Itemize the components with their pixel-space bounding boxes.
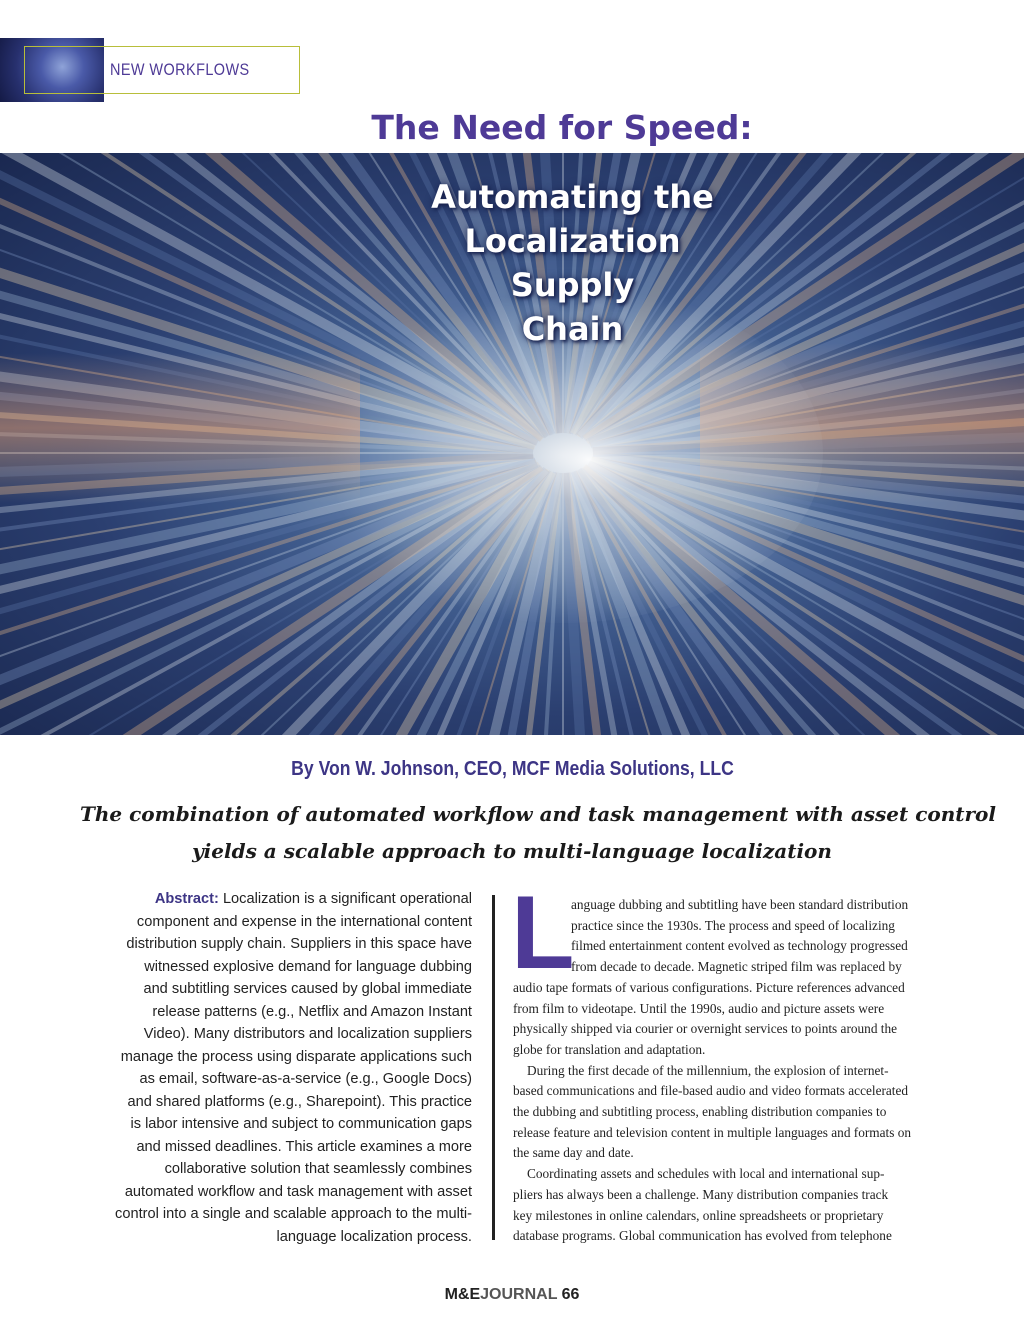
body-line: physically shipped via courier or overnight services to points around the [513, 1021, 898, 1037]
abstract-line: and missed deadlines. This article examines a more [136, 1138, 472, 1155]
subtitle-line: Chain [521, 310, 624, 348]
deck-line: The combination of automated workflow and task management with asset control [80, 802, 996, 826]
abstract-line: collaborative solution that seamlessly combines [164, 1161, 472, 1177]
body-line: from decade to decade. Magnetic striped film was replaced by [571, 959, 902, 975]
abstract-line: distribution supply chain. Suppliers in this space have [126, 936, 472, 952]
body-line: globe for translation and adaptation. [513, 1041, 706, 1057]
byline [0, 758, 1024, 781]
abstract-line: component and expense in the international content [136, 913, 472, 930]
article-subtitle [350, 175, 795, 351]
abstract-line: Video). Many distributors and localization suppliers [143, 1026, 472, 1042]
abstract-line: control into a single and scalable approach to the multi- [115, 1206, 472, 1222]
abstract-line: Abstract: Localization is a significant operational [154, 891, 472, 907]
byline-text: By Von W. Johnson, CEO, MCF Media Solutions, LLC [290, 758, 734, 780]
abstract-line: release patterns (e.g., Netflix and Amazon Instant [152, 1003, 472, 1020]
body-line: the dubbing and subtitling process, enabling distribution companies to [513, 1104, 887, 1120]
abstract-line: witnessed explosive demand for language dubbing [144, 958, 472, 975]
subtitle-line: Localization [464, 222, 681, 260]
abstract-line: manage the process using disparate applications such [120, 1048, 472, 1065]
drop-cap: L [511, 875, 575, 991]
subtitle-line: Automating the [431, 178, 714, 216]
abstract-line: and subtitling services caused by global immediate [143, 981, 472, 997]
abstract-label: Abstract: [154, 891, 219, 907]
subtitle-line: Supply [510, 266, 635, 304]
abstract-line: automated workflow and task management with asset [124, 1183, 472, 1200]
abstract-line: is labor intensive and subject to communication gaps [130, 1116, 472, 1132]
abstract [60, 888, 472, 1248]
deck [80, 796, 996, 870]
body-line: filmed entertainment content evolved as technology progressed [571, 938, 908, 954]
body-line: based communications and file-based audio and video formats accelerated [513, 1083, 909, 1099]
body-line: database programs. Global communication has evolved from telephone [513, 1228, 892, 1244]
body-line: the same day and date. [513, 1145, 634, 1161]
abstract-line: and shared platforms (e.g., Sharepoint). This practice [127, 1093, 472, 1110]
article-title: The Need for Speed: [371, 108, 753, 147]
page-number: 66 [561, 1286, 580, 1303]
abstract-line: language localization process. [276, 1228, 472, 1245]
body-line: audio tape formats of various configurations. Picture references advanced [513, 979, 905, 995]
column-divider [492, 895, 495, 1240]
body-line: key milestones in online calendars, online spreadsheets or proprietary [513, 1207, 884, 1223]
body-line: practice since the 1930s. The process and speed of localizing [571, 917, 895, 933]
body-line: release feature and television content in multiple languages and formats on [513, 1124, 912, 1140]
section-label: NEW WORKFLOWS [110, 60, 250, 79]
article-body [511, 875, 965, 1247]
body-line: anguage dubbing and subtitling have been standard distribution [571, 897, 909, 912]
page-footer [0, 1286, 1024, 1304]
abstract-line: as email, software-as-a-service (e.g., Google Docs) [139, 1071, 472, 1087]
journal-name-b: JOURNAL [480, 1286, 558, 1303]
body-line: During the first decade of the millennium, the explosion of internet- [527, 1062, 889, 1078]
body-line: Coordinating assets and schedules with local and international sup- [527, 1166, 885, 1182]
body-line: from film to videotape. Until the 1990s, audio and picture assets were [513, 1000, 885, 1016]
deck-line: yields a scalable approach to multi-language localization [192, 839, 832, 863]
journal-name-a: M&E [444, 1286, 481, 1303]
body-line: pliers has always been a challenge. Many distribution companies track [513, 1186, 889, 1202]
